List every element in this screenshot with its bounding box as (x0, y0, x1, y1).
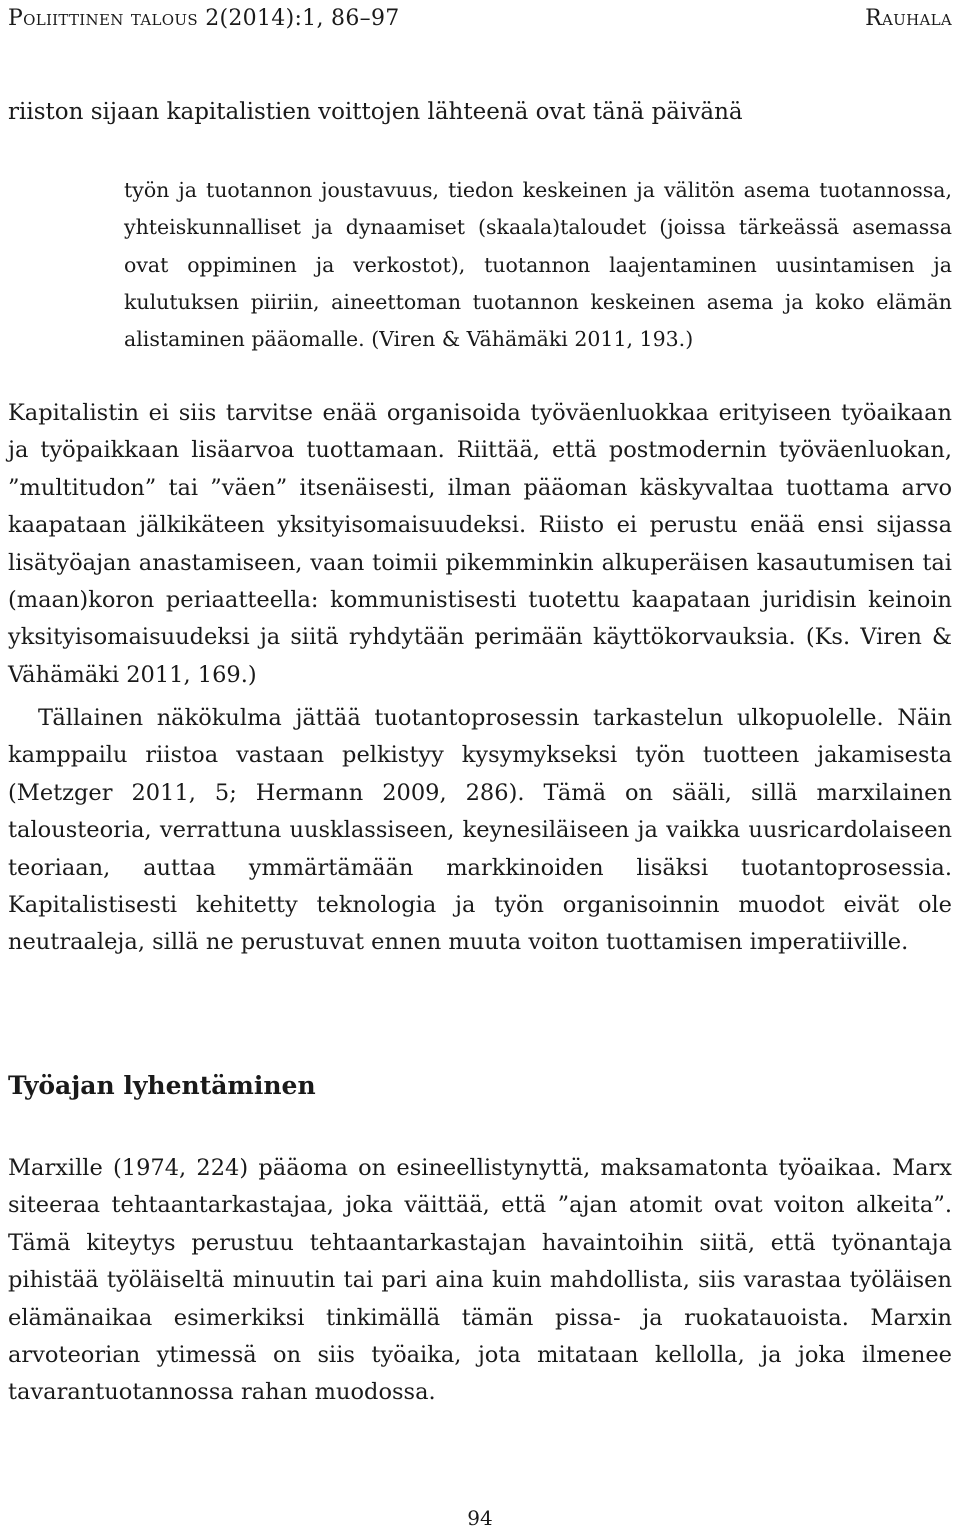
body-paragraph-1: Kapitalistin ei siis tarvitse enää organisoida työväenluokkaa erityiseen työaikaan ja työpaikkaan lisäarvoa tuottamaan. Riittää, että postmodernin työväenluokan, ”multitudon” tai ”väen” itsenäisesti, ilman pääoman käskyvaltaa tuottama arvo kaapataan jälkikäteen yksityisomaisuudeksi. Riisto ei perustu enää ensi sijassa lisätyöajan anastamiseen, vaan toimii pikemminkin alkuperäisen kasautumisen tai (maan)koron periaatteella: kommunistisesti tuotettu kaapataan juridisin keinoin yksityisomaisuudeksi ja siitä ryhdytään perimään käyttökorvauksia. (Ks. Viren & Vähämäki 2011, 169.) (8, 400, 952, 688)
running-header (8, 6, 952, 36)
intro-line: riiston sijaan kapitalistien voittojen lähteenä ovat tänä päivänä (8, 99, 743, 125)
page-number: 94 (467, 1506, 493, 1530)
section-heading: Työajan lyhentäminen (8, 1071, 316, 1100)
author-name: Rauhala (865, 6, 952, 31)
block-quote: työn ja tuotannon joustavuus, tiedon keskeinen ja välitön asema tuotannossa, yhteiskunnalliset ja dynaamiset (skaala)taloudet (joissa tärkeässä asemassa ovat oppiminen ja verkostot), tuotannon laajentaminen uusintamisen ja kulutuksen piiriin, aineettoman tuotannon keskeinen asema ja koko elämän alistaminen pääomalle. (Viren & Vähämäki 2011, 193.) (124, 178, 952, 352)
section-paragraph: Marxille (1974, 224) pääoma on esineellistynyttä, maksamatonta työaikaa. Marx siteeraa tehtaantarkastajaa, joka väittää, että ”ajan atomit ovat voiton alkeita”. Tämä kiteytys perustuu tehtaantarkastajan havaintoihin siitä, että työnantaja pihistää työläiseltä minuutin tai pari aina kuin mahdollista, siis varastaa työläisen elämänaikaa esimerkiksi tinkimällä tämän pissa- ja ruokatauoista. Marxin arvoteorian ytimessä on siis työaika, jota mitataan kellolla, ja joka ilmenee tavarantuotannossa rahan muodossa. (8, 1155, 952, 1406)
body-paragraph-2: Tällainen näkökulma jättää tuotantoprosessin tarkastelun ulkopuolelle. Näin kamppailu riistoa vastaan pelkistyy kysymykseksi työn tuotteen jakamisesta (Metzger 2011, 5; Hermann 2009, 286). Tämä on sääli, sillä marxilainen talousteoria, verrattuna uusklassiseen, keynesiläiseen ja vaikka uusricardolaiseen teoriaan, auttaa ymmärtämään markkinoiden lisäksi tuotantoprosessia. Kapitalistisesti kehitetty teknologia ja työn organisoinnin muodot eivät ole neutraaleja, sillä ne perustuvat ennen muuta voiton tuottamisen imperatiiville. (8, 705, 952, 956)
journal-citation: Poliittinen talous 2(2014):1, 86–97 (8, 6, 400, 31)
